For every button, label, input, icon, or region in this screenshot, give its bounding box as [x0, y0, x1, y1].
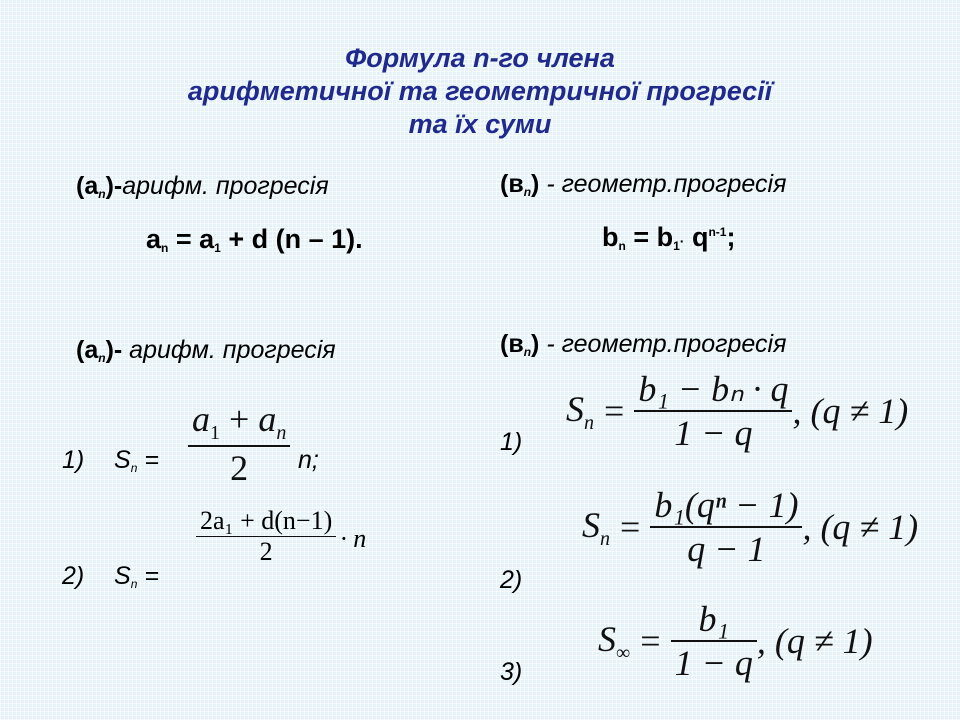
arithmetic-sum-1-number: 1): [62, 446, 85, 474]
arithmetic-sum-1-lhs: $S_n$ =: [114, 446, 159, 475]
arithmetic-sum-2-number: 2): [62, 562, 85, 590]
title-line-3: та їх суми: [408, 109, 552, 139]
fraction-denominator: q − 1: [650, 526, 802, 570]
fraction-denominator: 1 − q: [671, 640, 757, 684]
fraction-numerator: b₁ − bₙ · q: [638, 369, 789, 409]
arithmetic-sum-1-fraction: [188, 398, 290, 489]
arithmetic-sum-1-tail: n;: [298, 446, 319, 474]
geometric-definition-2: $(в_n)$ - геометр.прогресія: [500, 330, 787, 359]
slide-title: [0, 42, 960, 141]
fraction-denominator: 1 − q: [634, 410, 792, 454]
arithmetic-sum-2-lhs: $S_n$ =: [114, 562, 159, 591]
geometric-sum-2-formula: $S_n$ = $\frac{\text{b₁(qⁿ − 1)}}{q - 1}$ , (q ≠ 1): [582, 485, 919, 569]
condition: , (q ≠ 1): [756, 621, 873, 661]
title-line-2: арифметичної та геометричної прогресії: [187, 76, 773, 106]
geometric-sum-1-number: 1): [500, 428, 523, 456]
fraction-numerator: 2a₁ + d(n−1): [200, 506, 333, 535]
sum-infinity-symbol: $S_\infty$: [598, 618, 631, 664]
geometric-sum-1-formula: $S_n$ = $\frac{\text{b₁ − bₙ · q}}{1 - q}$ , (q ≠ 1): [566, 369, 909, 453]
sum-symbol: $S_n$: [582, 504, 610, 550]
fraction-numerator: $a_1 + a_n$: [192, 399, 287, 444]
geometric-definition-1: $(в_n)$ - геометр.прогресія: [500, 170, 787, 199]
geometric-nth-term-formula: $b_n = b_1\cdot q^{n-1}$;: [602, 222, 736, 253]
fraction-denominator: 2: [196, 536, 336, 567]
arithmetic-definition-1: $(a_n)$-арифм. прогресія: [76, 172, 329, 201]
condition: , (q ≠ 1): [792, 391, 909, 431]
sum-symbol: $S_n$: [566, 388, 594, 434]
arithmetic-definition-2: $(a_n)-$ арифм. прогресія: [76, 336, 336, 365]
condition: , (q ≠ 1): [802, 507, 919, 547]
fraction-numerator: b₁(qⁿ − 1): [654, 485, 799, 525]
fraction-tail: · n: [340, 523, 367, 553]
arithmetic-nth-term-formula: $a_n = a_1 + d$ (n – 1).: [146, 224, 363, 255]
geometric-sum-2-number: 2): [500, 566, 523, 594]
geometric-sum-3-formula: $S_\infty$ = $\frac{\text{b₁}}{1 - q}$ , (q ≠ 1): [598, 599, 873, 683]
title-line-1: Формула n-го члена: [345, 43, 615, 73]
geometric-sum-3-number: 3): [500, 658, 523, 686]
fraction-numerator: b₁: [698, 599, 729, 639]
arithmetic-sum-2-fraction: [196, 506, 366, 567]
fraction-denominator: 2: [188, 445, 290, 489]
